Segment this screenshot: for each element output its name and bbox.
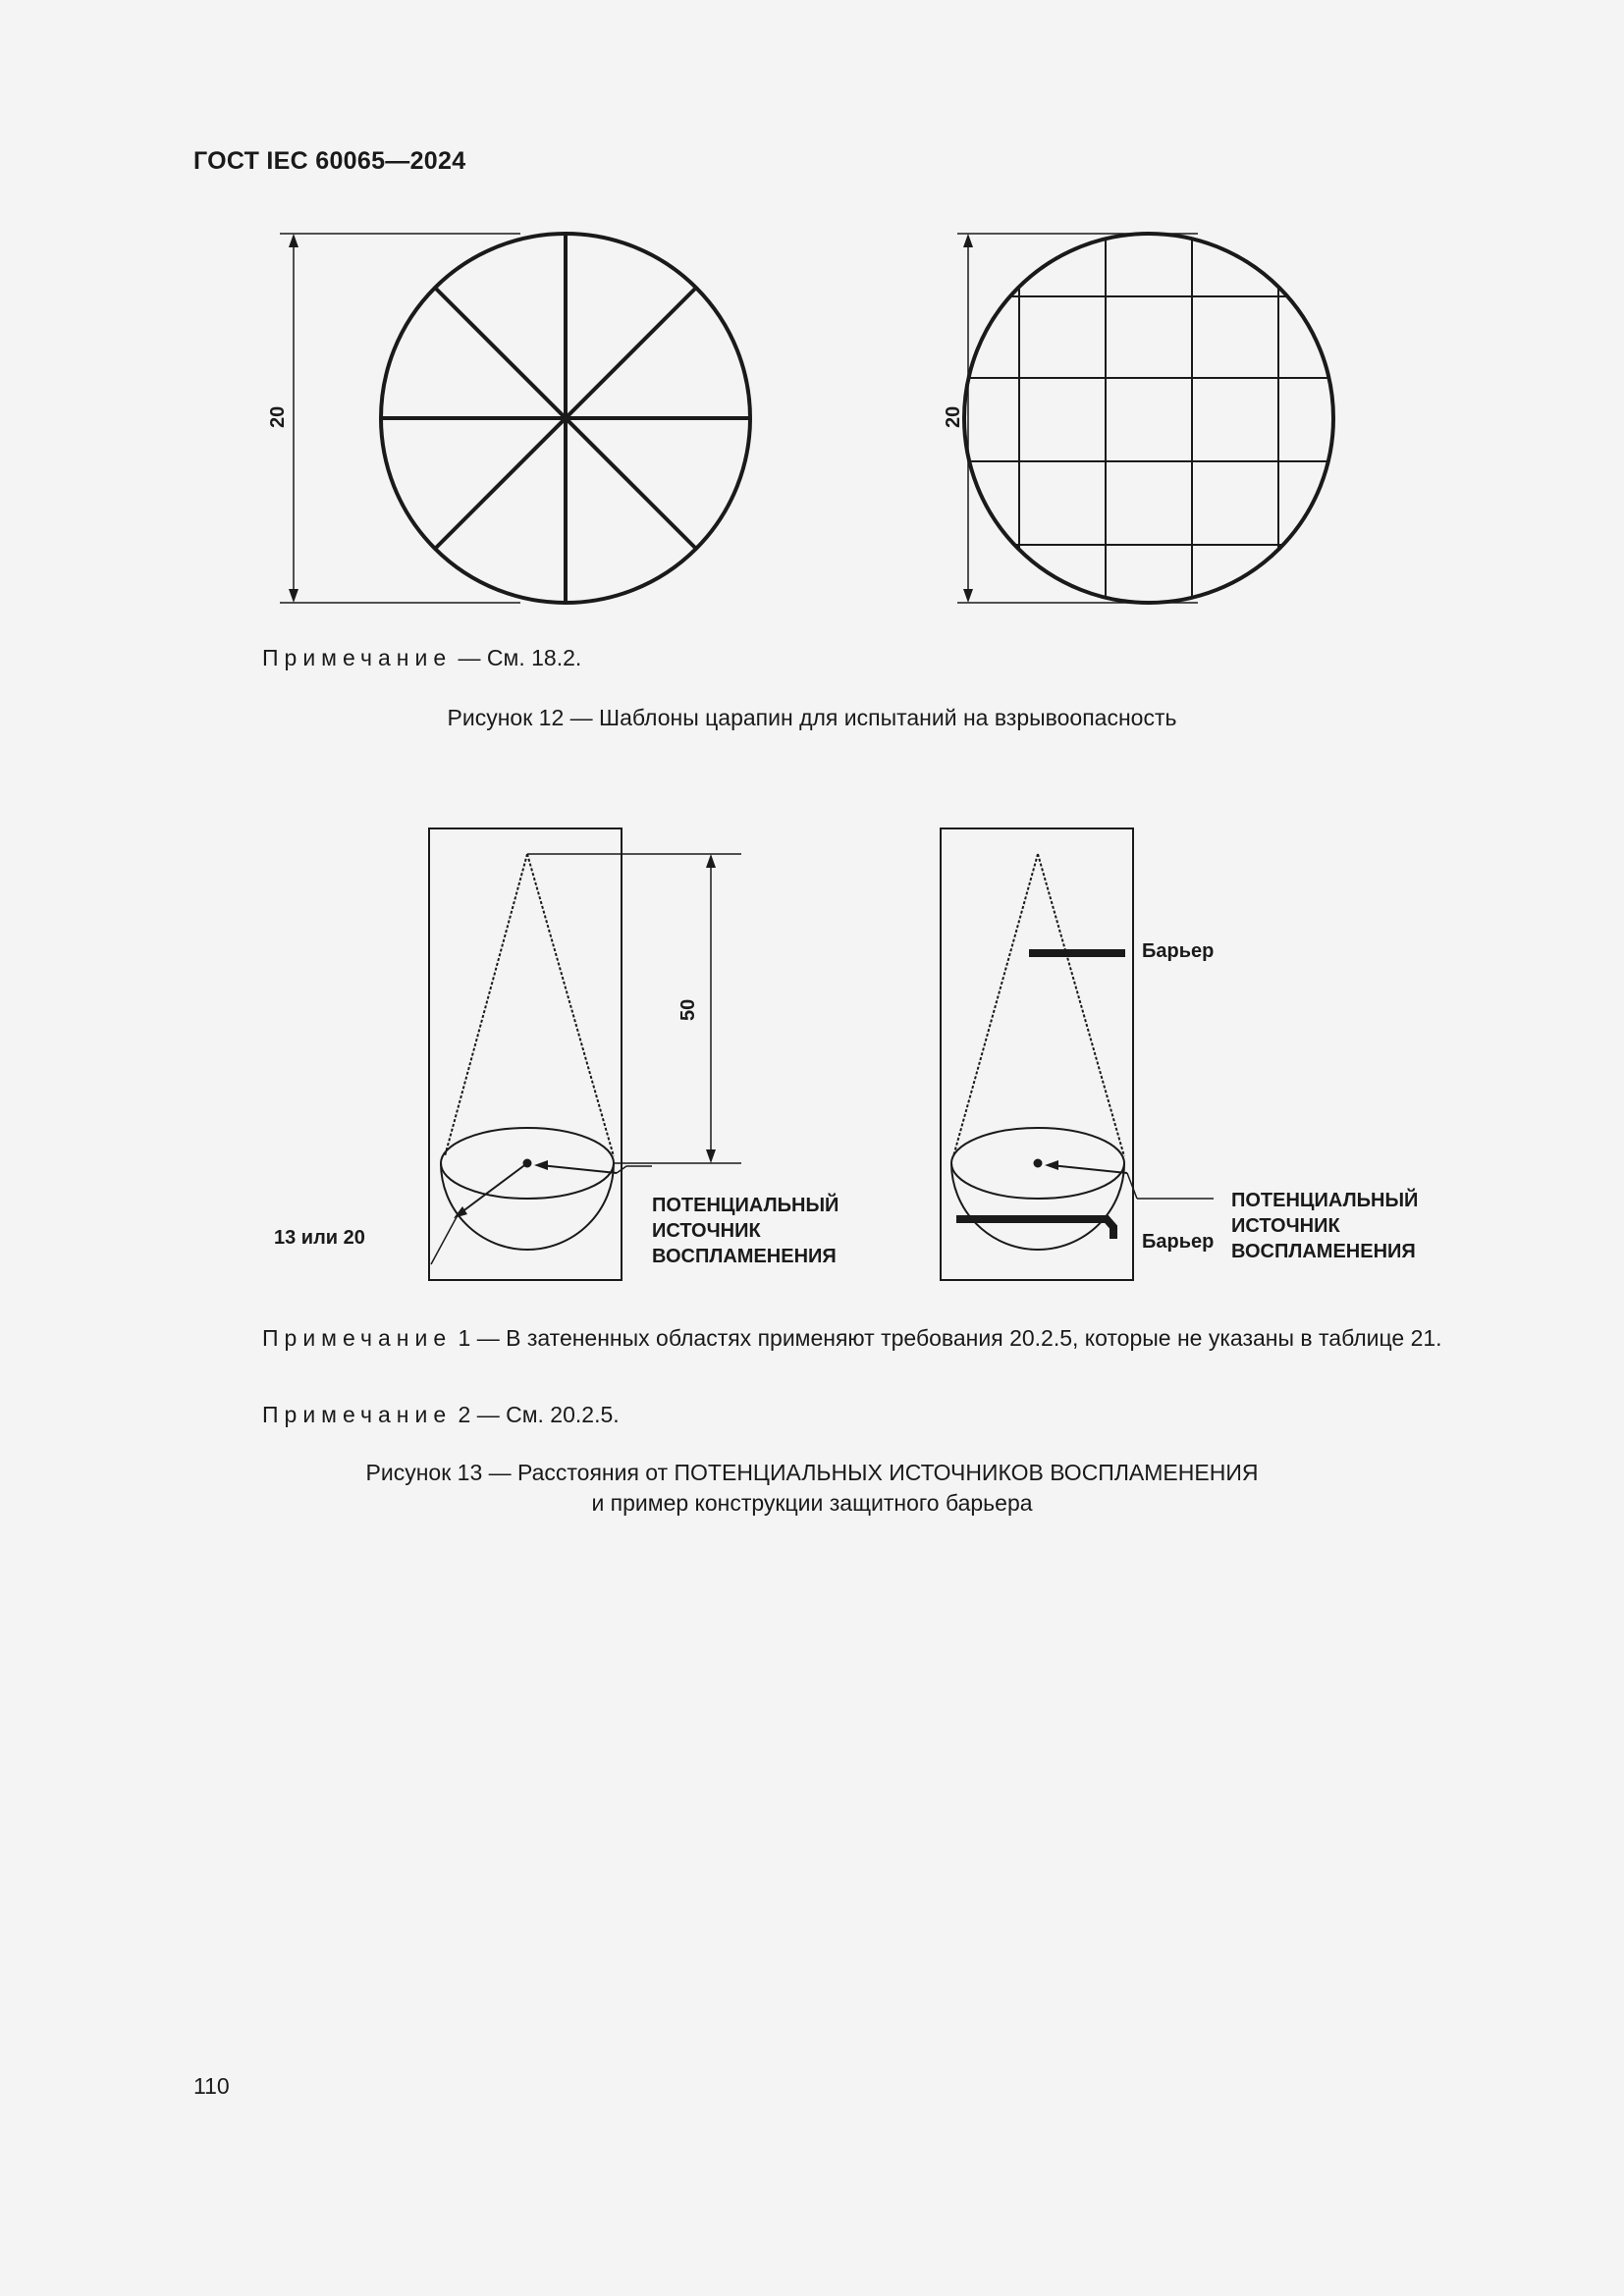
dimension-20-right: 20: [943, 405, 964, 428]
note2-label: Примечание: [262, 1402, 453, 1427]
barrier-label-bottom: Барьер: [1142, 1231, 1215, 1253]
note-text: — См. 18.2.: [452, 645, 582, 670]
figure12-caption: Рисунок 12 — Шаблоны царапин для испытаний на взрывоопасность: [447, 705, 1177, 730]
figure13-caption-line2: и пример конструкции защитного барьера: [591, 1490, 1033, 1516]
figure12-grid-template: [933, 216, 1443, 628]
figure13-note2: [262, 1397, 620, 1432]
figure12-note: [262, 640, 581, 675]
source-label-line2: ИСТОЧНИК: [1231, 1215, 1340, 1237]
note2-text: 2 — См. 20.2.5.: [452, 1402, 620, 1427]
note1-label: Примечание: [262, 1325, 453, 1351]
note-label: Примечание: [262, 645, 453, 670]
note1-text: 1 — В затененных областях применяют требования 20.2.5, которые не указаны в таблице 21.: [452, 1325, 1442, 1351]
figure13-note1: [193, 1320, 1509, 1356]
dimension-radius-label: 13 или 20: [274, 1227, 365, 1249]
dimension-20-left: 20: [267, 405, 289, 428]
figure12-radial-template: [255, 216, 766, 628]
document-header: ГОСТ IEC 60065—2024: [193, 147, 466, 175]
barrier-label-top: Барьер: [1142, 940, 1215, 962]
source-label-line2: ИСТОЧНИК: [652, 1220, 761, 1242]
dimension-50: 50: [677, 998, 699, 1021]
source-label-line3: ВОСПЛАМЕНЕНИЯ: [1231, 1241, 1416, 1262]
figure13-barrier-diagram: [933, 815, 1483, 1286]
page-number: 110: [193, 2073, 230, 2099]
source-label-line1: ПОТЕНЦИАЛЬНЫЙ: [1231, 1190, 1419, 1211]
figure13-caption-line1: Рисунок 13 — Расстояния от ПОТЕНЦИАЛЬНЫХ ИСТОЧНИКОВ ВОСПЛАМЕНЕНИЯ: [365, 1460, 1259, 1485]
source-label-line3: ВОСПЛАМЕНЕНИЯ: [652, 1246, 837, 1267]
figure13-distance-diagram: [245, 815, 893, 1286]
source-label-line1: ПОТЕНЦИАЛЬНЫЙ: [652, 1195, 839, 1216]
